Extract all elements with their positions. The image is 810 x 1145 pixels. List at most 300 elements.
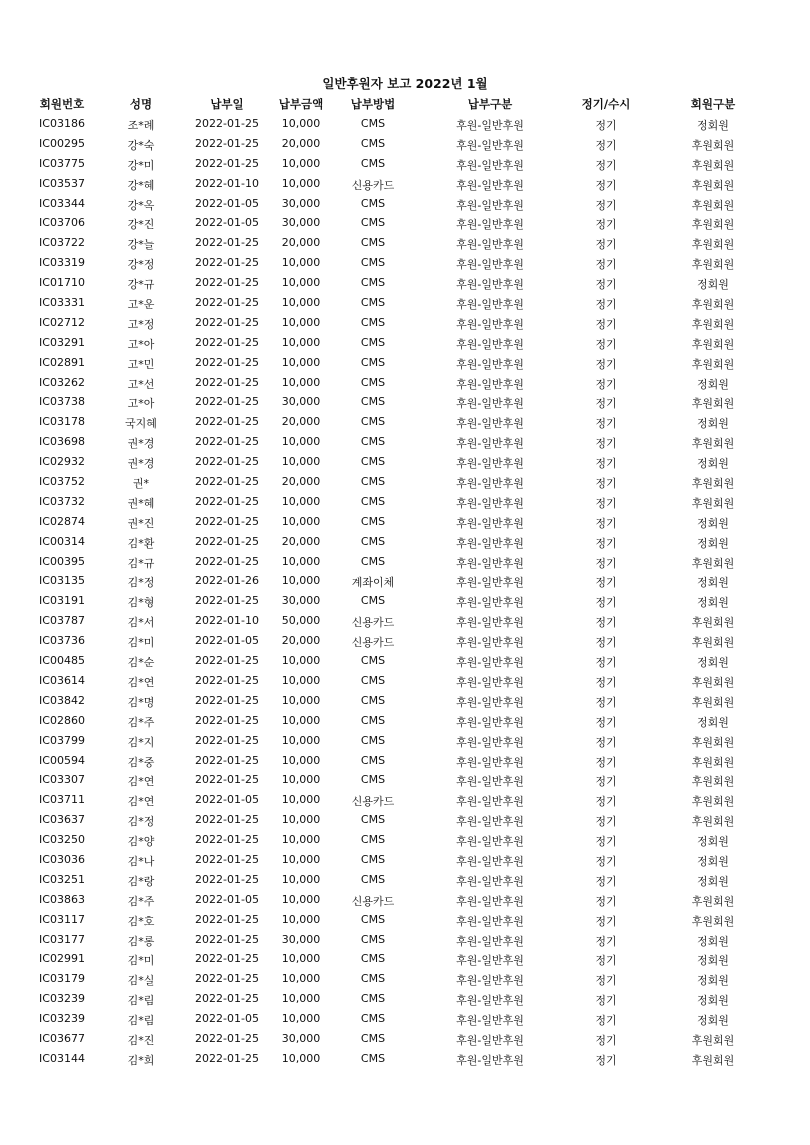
cell-member-id: IC02991 bbox=[39, 952, 85, 966]
cell-name: 김*중 bbox=[127, 755, 155, 769]
cell-payment-date: 2022-01-25 bbox=[195, 753, 259, 767]
cell-member-type: 후원회원 bbox=[691, 298, 735, 312]
cell-amount: 30,000 bbox=[281, 395, 321, 409]
cell-member-type: 후원회원 bbox=[691, 337, 735, 351]
cell-member-id: IC00395 bbox=[39, 554, 85, 568]
cell-payment-date: 2022-01-25 bbox=[195, 833, 259, 847]
cell-member-id: IC02891 bbox=[39, 355, 85, 369]
cell-payment-type: 후원-일반후원 bbox=[456, 278, 524, 292]
cell-payment-type: 후원-일반후원 bbox=[456, 954, 524, 968]
cell-member-id: IC03144 bbox=[39, 1051, 85, 1065]
cell-frequency: 정기 bbox=[595, 496, 617, 510]
cell-frequency: 정기 bbox=[595, 954, 617, 968]
cell-member-id: IC02874 bbox=[39, 514, 85, 528]
cell-payment-date: 2022-01-25 bbox=[195, 912, 259, 926]
cell-payment-method: 신용카드 bbox=[351, 795, 395, 809]
cell-payment-type: 후원-일반후원 bbox=[456, 377, 524, 391]
cell-amount: 10,000 bbox=[281, 256, 321, 270]
cell-frequency: 정기 bbox=[595, 516, 617, 530]
cell-member-id: IC03291 bbox=[39, 335, 85, 349]
cell-payment-date: 2022-01-25 bbox=[195, 355, 259, 369]
cell-member-type: 후원회원 bbox=[691, 218, 735, 232]
cell-payment-date: 2022-01-25 bbox=[195, 236, 259, 250]
cell-member-id: IC03331 bbox=[39, 296, 85, 310]
cell-payment-date: 2022-01-25 bbox=[195, 415, 259, 429]
cell-name: 김*형 bbox=[127, 596, 155, 610]
cell-name: 고*운 bbox=[127, 298, 155, 312]
cell-amount: 10,000 bbox=[281, 514, 321, 528]
cell-amount: 20,000 bbox=[281, 136, 321, 150]
cell-member-type: 후원회원 bbox=[691, 138, 735, 152]
cell-payment-method: CMS bbox=[360, 435, 386, 449]
cell-frequency: 정기 bbox=[595, 914, 617, 928]
cell-member-type: 정회원 bbox=[697, 854, 729, 868]
cell-payment-method: CMS bbox=[360, 872, 386, 886]
cell-payment-type: 후원-일반후원 bbox=[456, 656, 524, 670]
cell-amount: 10,000 bbox=[281, 574, 321, 588]
header-amount: 납부금액 bbox=[278, 97, 324, 111]
cell-member-id: IC00295 bbox=[39, 136, 85, 150]
cell-payment-type: 후원-일반후원 bbox=[456, 457, 524, 471]
cell-member-type: 후원회원 bbox=[691, 815, 735, 829]
cell-payment-date: 2022-01-25 bbox=[195, 693, 259, 707]
cell-member-id: IC03251 bbox=[39, 872, 85, 886]
cell-payment-method: CMS bbox=[360, 156, 386, 170]
cell-member-type: 후원회원 bbox=[691, 1033, 735, 1047]
cell-name: 김*연 bbox=[127, 675, 155, 689]
table-row bbox=[0, 313, 810, 333]
cell-member-type: 후원회원 bbox=[691, 616, 735, 630]
cell-payment-method: CMS bbox=[360, 375, 386, 389]
cell-payment-date: 2022-01-25 bbox=[195, 256, 259, 270]
cell-payment-method: CMS bbox=[360, 972, 386, 986]
cell-member-id: IC03319 bbox=[39, 256, 85, 270]
cell-member-id: IC03736 bbox=[39, 634, 85, 648]
cell-name: 김*롱 bbox=[127, 934, 155, 948]
cell-name: 권*경 bbox=[127, 457, 155, 471]
cell-member-type: 정회원 bbox=[697, 934, 729, 948]
cell-payment-type: 후원-일반후원 bbox=[456, 715, 524, 729]
cell-payment-date: 2022-01-25 bbox=[195, 1051, 259, 1065]
cell-frequency: 정기 bbox=[595, 536, 617, 550]
cell-payment-date: 2022-01-10 bbox=[195, 614, 259, 628]
cell-name: 권*혜 bbox=[127, 496, 155, 510]
cell-name: 김*규 bbox=[127, 556, 155, 570]
table-row bbox=[0, 691, 810, 711]
cell-amount: 10,000 bbox=[281, 276, 321, 290]
cell-amount: 20,000 bbox=[281, 634, 321, 648]
cell-member-type: 후원회원 bbox=[691, 636, 735, 650]
cell-frequency: 정기 bbox=[595, 556, 617, 570]
cell-name: 강*숙 bbox=[127, 138, 155, 152]
cell-member-type: 정회원 bbox=[697, 516, 729, 530]
cell-payment-type: 후원-일반후원 bbox=[456, 735, 524, 749]
cell-amount: 10,000 bbox=[281, 355, 321, 369]
cell-payment-type: 후원-일반후원 bbox=[456, 974, 524, 988]
cell-member-type: 후원회원 bbox=[691, 178, 735, 192]
cell-frequency: 정기 bbox=[595, 278, 617, 292]
cell-member-id: IC03307 bbox=[39, 773, 85, 787]
cell-name: 권* bbox=[132, 477, 150, 491]
table-row bbox=[0, 1049, 810, 1069]
cell-payment-type: 후원-일반후원 bbox=[456, 994, 524, 1008]
cell-payment-date: 2022-01-25 bbox=[195, 713, 259, 727]
cell-payment-type: 후원-일반후원 bbox=[456, 357, 524, 371]
table-row bbox=[0, 631, 810, 651]
cell-member-type: 후원회원 bbox=[691, 675, 735, 689]
table-row bbox=[0, 273, 810, 293]
cell-amount: 10,000 bbox=[281, 315, 321, 329]
cell-payment-type: 후원-일반후원 bbox=[456, 496, 524, 510]
cell-payment-date: 2022-01-25 bbox=[195, 395, 259, 409]
cell-frequency: 정기 bbox=[595, 437, 617, 451]
table-row bbox=[0, 373, 810, 393]
cell-name: 김*순 bbox=[127, 656, 155, 670]
cell-payment-type: 후원-일반후원 bbox=[456, 417, 524, 431]
cell-payment-method: CMS bbox=[360, 117, 386, 130]
cell-member-type: 정회원 bbox=[697, 377, 729, 391]
cell-member-id: IC03117 bbox=[39, 912, 85, 926]
cell-member-id: IC03178 bbox=[39, 415, 85, 429]
cell-payment-date: 2022-01-25 bbox=[195, 335, 259, 349]
cell-name: 김*주 bbox=[127, 894, 155, 908]
table-row bbox=[0, 392, 810, 412]
cell-payment-type: 후원-일반후원 bbox=[456, 556, 524, 570]
table-row bbox=[0, 611, 810, 631]
table-row bbox=[0, 154, 810, 174]
cell-member-type: 후원회원 bbox=[691, 795, 735, 809]
cell-amount: 10,000 bbox=[281, 494, 321, 508]
cell-amount: 10,000 bbox=[281, 176, 321, 190]
cell-amount: 20,000 bbox=[281, 236, 321, 250]
cell-payment-type: 후원-일반후원 bbox=[456, 317, 524, 331]
cell-amount: 10,000 bbox=[281, 833, 321, 847]
cell-payment-type: 후원-일반후원 bbox=[456, 516, 524, 530]
table-row bbox=[0, 512, 810, 532]
header-frequency: 정기/수시 bbox=[581, 97, 631, 111]
cell-payment-type: 후원-일반후원 bbox=[456, 198, 524, 212]
cell-payment-method: 신용카드 bbox=[351, 178, 395, 192]
cell-amount: 10,000 bbox=[281, 1051, 321, 1065]
cell-payment-date: 2022-01-25 bbox=[195, 852, 259, 866]
cell-member-id: IC03863 bbox=[39, 892, 85, 906]
cell-member-type: 정회원 bbox=[697, 1014, 729, 1028]
table-row bbox=[0, 1009, 810, 1029]
cell-payment-method: CMS bbox=[360, 733, 386, 747]
cell-amount: 10,000 bbox=[281, 335, 321, 349]
cell-amount: 50,000 bbox=[281, 614, 321, 628]
cell-payment-date: 2022-01-25 bbox=[195, 514, 259, 528]
cell-name: 김*양 bbox=[127, 835, 155, 849]
cell-payment-type: 후원-일반후원 bbox=[456, 158, 524, 172]
cell-payment-method: CMS bbox=[360, 813, 386, 827]
cell-frequency: 정기 bbox=[595, 795, 617, 809]
table-row bbox=[0, 949, 810, 969]
cell-name: 김*림 bbox=[127, 994, 155, 1008]
cell-name: 김*랑 bbox=[127, 874, 155, 888]
cell-name: 조*례 bbox=[127, 119, 155, 132]
cell-payment-date: 2022-01-26 bbox=[195, 574, 259, 588]
table-row bbox=[0, 114, 810, 134]
table-row bbox=[0, 810, 810, 830]
cell-frequency: 정기 bbox=[595, 576, 617, 590]
cell-payment-method: 신용카드 bbox=[351, 636, 395, 650]
cell-name: 김*나 bbox=[127, 854, 155, 868]
cell-member-id: IC02712 bbox=[39, 315, 85, 329]
cell-payment-method: CMS bbox=[360, 256, 386, 270]
cell-name: 강*진 bbox=[127, 218, 155, 232]
cell-name: 김*정 bbox=[127, 815, 155, 829]
cell-member-id: IC03722 bbox=[39, 236, 85, 250]
cell-payment-method: CMS bbox=[360, 654, 386, 668]
cell-amount: 10,000 bbox=[281, 117, 321, 130]
cell-payment-type: 후원-일반후원 bbox=[456, 178, 524, 192]
cell-member-id: IC03344 bbox=[39, 196, 85, 210]
cell-member-id: IC03706 bbox=[39, 216, 85, 230]
table-row bbox=[0, 233, 810, 253]
cell-member-type: 후원회원 bbox=[691, 556, 735, 570]
cell-frequency: 정기 bbox=[595, 178, 617, 192]
header-member-id: 회원번호 bbox=[39, 97, 85, 111]
cell-frequency: 정기 bbox=[595, 158, 617, 172]
table-row bbox=[0, 969, 810, 989]
cell-payment-method: CMS bbox=[360, 594, 386, 608]
cell-payment-date: 2022-01-25 bbox=[195, 992, 259, 1006]
cell-payment-method: CMS bbox=[360, 1012, 386, 1026]
cell-member-type: 정회원 bbox=[697, 457, 729, 471]
table-row bbox=[0, 850, 810, 870]
cell-frequency: 정기 bbox=[595, 854, 617, 868]
cell-name: 고*민 bbox=[127, 357, 155, 371]
table-row bbox=[0, 830, 810, 850]
cell-name: 고*아 bbox=[127, 337, 155, 351]
cell-member-id: IC03537 bbox=[39, 176, 85, 190]
cell-payment-method: 계좌이체 bbox=[351, 576, 395, 590]
cell-payment-type: 후원-일반후원 bbox=[456, 1033, 524, 1047]
cell-frequency: 정기 bbox=[595, 616, 617, 630]
table-row bbox=[0, 532, 810, 552]
cell-member-type: 후원회원 bbox=[691, 258, 735, 272]
cell-member-id: IC03177 bbox=[39, 932, 85, 946]
cell-payment-date: 2022-01-05 bbox=[195, 793, 259, 807]
cell-member-id: IC03738 bbox=[39, 395, 85, 409]
cell-payment-type: 후원-일반후원 bbox=[456, 874, 524, 888]
cell-frequency: 정기 bbox=[595, 397, 617, 411]
cell-payment-method: CMS bbox=[360, 852, 386, 866]
cell-payment-type: 후원-일반후원 bbox=[456, 477, 524, 491]
cell-payment-date: 2022-01-25 bbox=[195, 594, 259, 608]
cell-member-id: IC03787 bbox=[39, 614, 85, 628]
cell-frequency: 정기 bbox=[595, 934, 617, 948]
cell-payment-method: CMS bbox=[360, 753, 386, 767]
cell-payment-method: CMS bbox=[360, 693, 386, 707]
cell-amount: 10,000 bbox=[281, 912, 321, 926]
cell-payment-type: 후원-일반후원 bbox=[456, 815, 524, 829]
cell-member-id: IC03262 bbox=[39, 375, 85, 389]
table-header bbox=[0, 96, 810, 114]
cell-frequency: 정기 bbox=[595, 1033, 617, 1047]
cell-payment-date: 2022-01-05 bbox=[195, 634, 259, 648]
cell-frequency: 정기 bbox=[595, 357, 617, 371]
cell-payment-type: 후원-일반후원 bbox=[456, 218, 524, 232]
table-row bbox=[0, 790, 810, 810]
cell-payment-type: 후원-일반후원 bbox=[456, 298, 524, 312]
cell-member-type: 후원회원 bbox=[691, 477, 735, 491]
cell-member-type: 정회원 bbox=[697, 417, 729, 431]
cell-payment-method: CMS bbox=[360, 833, 386, 847]
cell-name: 김*실 bbox=[127, 974, 155, 988]
cell-payment-date: 2022-01-05 bbox=[195, 216, 259, 230]
cell-member-id: IC03614 bbox=[39, 673, 85, 687]
table-row bbox=[0, 213, 810, 233]
cell-member-id: IC00485 bbox=[39, 654, 85, 668]
cell-payment-date: 2022-01-25 bbox=[195, 872, 259, 886]
cell-name: 김*림 bbox=[127, 1014, 155, 1028]
cell-frequency: 정기 bbox=[595, 994, 617, 1008]
cell-amount: 30,000 bbox=[281, 932, 321, 946]
cell-member-type: 후원회원 bbox=[691, 755, 735, 769]
cell-member-id: IC03775 bbox=[39, 156, 85, 170]
cell-payment-date: 2022-01-05 bbox=[195, 892, 259, 906]
cell-member-type: 후원회원 bbox=[691, 735, 735, 749]
cell-frequency: 정기 bbox=[595, 417, 617, 431]
cell-payment-type: 후원-일반후원 bbox=[456, 914, 524, 928]
cell-member-id: IC03677 bbox=[39, 1031, 85, 1045]
cell-amount: 10,000 bbox=[281, 753, 321, 767]
cell-payment-method: CMS bbox=[360, 455, 386, 469]
cell-payment-type: 후원-일반후원 bbox=[456, 795, 524, 809]
cell-payment-date: 2022-01-10 bbox=[195, 176, 259, 190]
cell-member-type: 후원회원 bbox=[691, 496, 735, 510]
cell-payment-date: 2022-01-25 bbox=[195, 813, 259, 827]
cell-payment-date: 2022-01-25 bbox=[195, 554, 259, 568]
cell-amount: 10,000 bbox=[281, 952, 321, 966]
cell-payment-type: 후원-일반후원 bbox=[456, 536, 524, 550]
cell-member-type: 후원회원 bbox=[691, 357, 735, 371]
cell-member-type: 정회원 bbox=[697, 278, 729, 292]
cell-name: 김*정 bbox=[127, 576, 155, 590]
cell-member-type: 후원회원 bbox=[691, 1053, 735, 1067]
cell-frequency: 정기 bbox=[595, 656, 617, 670]
cell-payment-type: 후원-일반후원 bbox=[456, 119, 524, 132]
cell-name: 강*혜 bbox=[127, 178, 155, 192]
table-row bbox=[0, 770, 810, 790]
cell-member-id: IC03732 bbox=[39, 494, 85, 508]
table-row bbox=[0, 910, 810, 930]
cell-member-type: 후원회원 bbox=[691, 695, 735, 709]
cell-frequency: 정기 bbox=[595, 735, 617, 749]
header-member-type: 회원구분 bbox=[690, 97, 736, 111]
cell-payment-date: 2022-01-25 bbox=[195, 156, 259, 170]
cell-frequency: 정기 bbox=[595, 596, 617, 610]
table-row bbox=[0, 452, 810, 472]
cell-amount: 10,000 bbox=[281, 892, 321, 906]
cell-amount: 20,000 bbox=[281, 534, 321, 548]
table-row bbox=[0, 552, 810, 572]
table-row bbox=[0, 651, 810, 671]
table-row bbox=[0, 591, 810, 611]
cell-member-id: IC03135 bbox=[39, 574, 85, 588]
cell-member-id: IC03186 bbox=[39, 117, 85, 130]
cell-frequency: 정기 bbox=[595, 119, 617, 132]
cell-name: 김*지 bbox=[127, 735, 155, 749]
cell-frequency: 정기 bbox=[595, 377, 617, 391]
cell-payment-method: CMS bbox=[360, 952, 386, 966]
cell-name: 김*연 bbox=[127, 795, 155, 809]
cell-member-type: 정회원 bbox=[697, 576, 729, 590]
cell-member-type: 후원회원 bbox=[691, 397, 735, 411]
cell-amount: 10,000 bbox=[281, 435, 321, 449]
cell-payment-type: 후원-일반후원 bbox=[456, 238, 524, 252]
cell-member-type: 정회원 bbox=[697, 954, 729, 968]
cell-frequency: 정기 bbox=[595, 258, 617, 272]
cell-payment-method: CMS bbox=[360, 1031, 386, 1045]
table-row bbox=[0, 174, 810, 194]
cell-member-id: IC03250 bbox=[39, 833, 85, 847]
cell-member-type: 정회원 bbox=[697, 835, 729, 849]
cell-payment-method: CMS bbox=[360, 276, 386, 290]
cell-member-id: IC03179 bbox=[39, 972, 85, 986]
cell-name: 강*규 bbox=[127, 278, 155, 292]
cell-member-id: IC03698 bbox=[39, 435, 85, 449]
cell-amount: 30,000 bbox=[281, 196, 321, 210]
cell-frequency: 정기 bbox=[595, 457, 617, 471]
cell-member-type: 정회원 bbox=[697, 536, 729, 550]
cell-payment-method: CMS bbox=[360, 673, 386, 687]
cell-payment-date: 2022-01-25 bbox=[195, 435, 259, 449]
cell-payment-date: 2022-01-25 bbox=[195, 455, 259, 469]
cell-payment-method: CMS bbox=[360, 932, 386, 946]
cell-name: 고*아 bbox=[127, 397, 155, 411]
cell-payment-method: CMS bbox=[360, 136, 386, 150]
cell-amount: 10,000 bbox=[281, 872, 321, 886]
cell-frequency: 정기 bbox=[595, 337, 617, 351]
cell-frequency: 정기 bbox=[595, 1053, 617, 1067]
cell-payment-method: CMS bbox=[360, 296, 386, 310]
table-row bbox=[0, 731, 810, 751]
cell-payment-type: 후원-일반후원 bbox=[456, 1053, 524, 1067]
cell-payment-date: 2022-01-25 bbox=[195, 494, 259, 508]
cell-payment-date: 2022-01-25 bbox=[195, 117, 259, 130]
cell-payment-method: CMS bbox=[360, 912, 386, 926]
cell-frequency: 정기 bbox=[595, 695, 617, 709]
cell-frequency: 정기 bbox=[595, 775, 617, 789]
cell-payment-type: 후원-일반후원 bbox=[456, 636, 524, 650]
cell-payment-method: CMS bbox=[360, 355, 386, 369]
cell-member-type: 후원회원 bbox=[691, 914, 735, 928]
cell-payment-date: 2022-01-05 bbox=[195, 196, 259, 210]
cell-payment-type: 후원-일반후원 bbox=[456, 835, 524, 849]
cell-amount: 10,000 bbox=[281, 554, 321, 568]
cell-payment-date: 2022-01-25 bbox=[195, 276, 259, 290]
cell-name: 김*연 bbox=[127, 775, 155, 789]
table-row bbox=[0, 989, 810, 1009]
cell-frequency: 정기 bbox=[595, 198, 617, 212]
cell-amount: 30,000 bbox=[281, 1031, 321, 1045]
cell-payment-method: CMS bbox=[360, 216, 386, 230]
table-row bbox=[0, 253, 810, 273]
table-row bbox=[0, 353, 810, 373]
cell-member-type: 후원회원 bbox=[691, 775, 735, 789]
cell-member-type: 후원회원 bbox=[691, 238, 735, 252]
cell-payment-type: 후원-일반후원 bbox=[456, 258, 524, 272]
cell-frequency: 정기 bbox=[595, 755, 617, 769]
table-row bbox=[0, 671, 810, 691]
cell-amount: 10,000 bbox=[281, 713, 321, 727]
table-row bbox=[0, 930, 810, 950]
cell-amount: 10,000 bbox=[281, 156, 321, 170]
cell-frequency: 정기 bbox=[595, 238, 617, 252]
